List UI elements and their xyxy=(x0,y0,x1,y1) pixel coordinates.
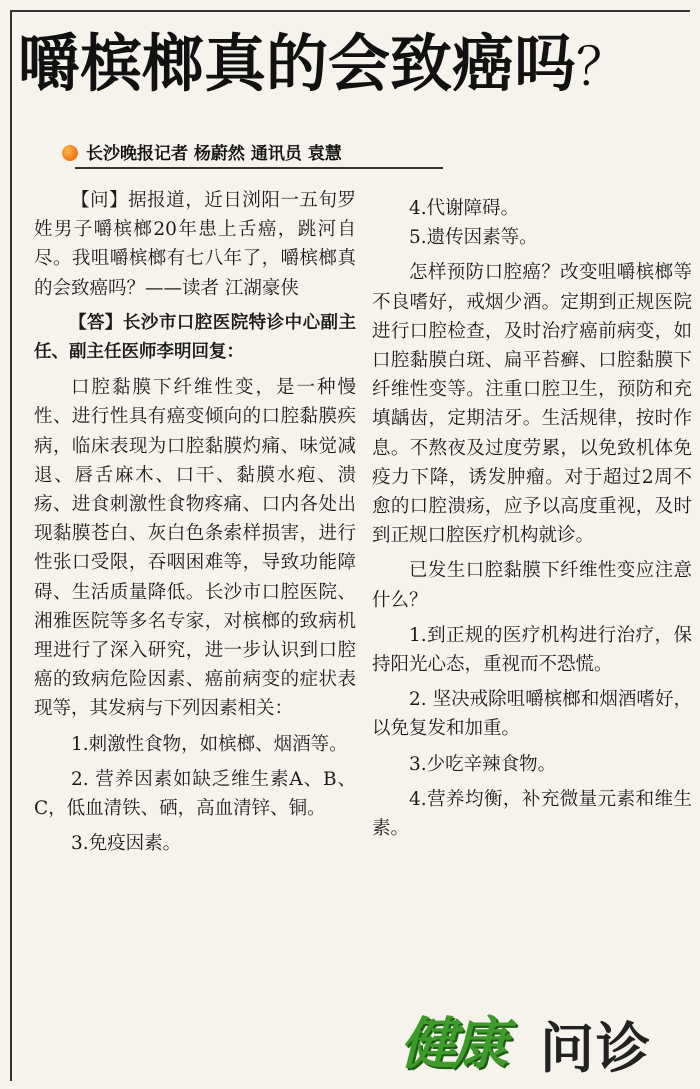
factor-item-5: 5.遗传因素等。 xyxy=(409,227,538,249)
headline-question-mark: ？ xyxy=(576,38,629,98)
tip-item-1: 1.到正规的医疗机构进行治疗，保持阳光心态，重视而不恐慌。 xyxy=(372,624,692,676)
tip-item-2: 2. 坚决戒除咀嚼槟榔和烟酒嗜好，以免复发和加重。 xyxy=(372,689,692,740)
headline-text: 嚼槟榔真的会致癌吗 xyxy=(18,27,577,100)
byline-divider xyxy=(75,167,443,169)
answer-body: 口腔黏膜下纤维性变，是一种慢性、进行性具有癌变倾向的口腔黏膜疾病，临床表现为口腔黏膜灼痛、味觉减退、唇舌麻木、口干、黏膜水疱、溃疡、进食刺激性食物疼痛、口内各处出现黏膜苍白、灰白色条索样损害，进行性张口受限，吞咽困难等，导致功能障碍、生活质量降低。长沙市口腔医院、湘雅医院等多名专家，对槟榔的致病机理进行了深入研究，进一步认识到口腔癌的致病危险因素、癌前病变的症状表现等，其发病与下列因素相关： xyxy=(34,377,356,720)
factor-item-4: 4.代谢障碍。 xyxy=(409,198,520,219)
factor-item-3: 3.免疫因素。 xyxy=(71,833,182,855)
answer-intro: 【答】长沙市口腔医院特诊中心副主任、副主任医师李明回复： xyxy=(34,312,356,363)
tip-item-4: 4.营养均衡，补充微量元素和维生素。 xyxy=(372,788,692,840)
right-column xyxy=(372,194,692,843)
tip-item-3: 3.少吃辛辣食物。 xyxy=(409,753,557,775)
byline xyxy=(62,139,342,164)
reader-question: 【问】据报道，近日浏阳一五旬罗姓男子嚼槟榔20年患上舌癌，跳河自尽。我咀嚼槟榔有七八年了，嚼槟榔真的会致癌吗？——读者 江湖豪侠 xyxy=(34,190,356,299)
headline xyxy=(18,22,678,110)
logo-health-text: 健康 xyxy=(400,1012,504,1077)
column-logo xyxy=(400,1000,680,1078)
left-column xyxy=(34,186,356,858)
logo-consult-text: 问诊 xyxy=(540,1017,652,1080)
prevention-paragraph: 怎样预防口腔癌？改变咀嚼槟榔等不良嗜好，戒烟少酒。定期到正规医院进行口腔检查，及时治疗癌前病变，如口腔黏膜白斑、扁平苔癣、口腔黏膜下纤维性变等。注重口腔卫生，预防和充填龋齿，定期洁牙。生活规律，按时作息。不熬夜及过度劳累，以免致机体免疫力下降，诱发肿瘤。对于超过2周不愈的口腔溃疡，应予以高度重视，及时到正规口腔医疗机构就诊。 xyxy=(372,262,692,547)
factor-item-2: 2. 营养因素如缺乏维生素A、B、C，低血清铁、硒，高血清锌、铜。 xyxy=(34,768,356,820)
bullet-dot-icon xyxy=(62,145,78,161)
factor-item-1: 1.刺激性食物，如槟榔、烟酒等。 xyxy=(71,733,348,755)
followup-question: 已发生口腔黏膜下纤维性变应注意什么？ xyxy=(372,560,692,611)
byline-text: 长沙晚报记者 杨蔚然 通讯员 袁慧 xyxy=(86,144,342,164)
